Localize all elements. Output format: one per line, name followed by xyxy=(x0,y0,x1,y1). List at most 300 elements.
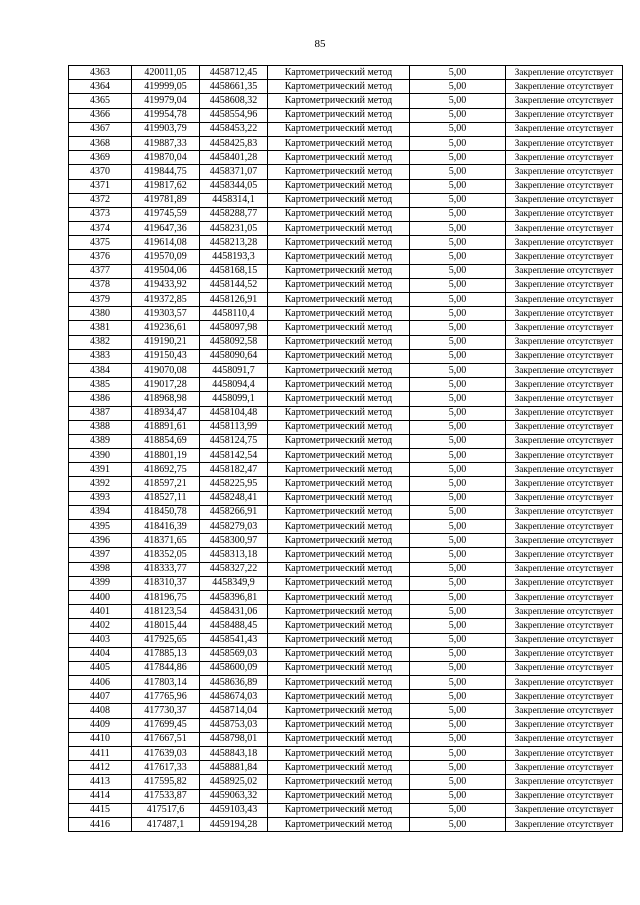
fixing-note-cell: Закрепление отсутствует xyxy=(506,94,623,108)
method-cell: Картометрический метод xyxy=(268,562,410,576)
method-cell: Картометрический метод xyxy=(268,349,410,363)
y-coordinate-cell: 4458090,64 xyxy=(200,349,268,363)
point-number-cell: 4372 xyxy=(69,193,132,207)
y-coordinate-cell: 4458753,03 xyxy=(200,718,268,732)
point-number-cell: 4399 xyxy=(69,576,132,590)
accuracy-cell: 5,00 xyxy=(410,463,506,477)
x-coordinate-cell: 418968,98 xyxy=(132,392,200,406)
y-coordinate-cell: 4458092,58 xyxy=(200,335,268,349)
accuracy-cell: 5,00 xyxy=(410,108,506,122)
x-coordinate-cell: 419870,04 xyxy=(132,151,200,165)
method-cell: Картометрический метод xyxy=(268,222,410,236)
x-coordinate-cell: 419647,36 xyxy=(132,222,200,236)
accuracy-cell: 5,00 xyxy=(410,676,506,690)
point-number-cell: 4373 xyxy=(69,207,132,221)
fixing-note-cell: Закрепление отсутствует xyxy=(506,661,623,675)
table-row xyxy=(69,747,623,761)
y-coordinate-cell: 4458843,18 xyxy=(200,747,268,761)
x-coordinate-cell: 418352,05 xyxy=(132,548,200,562)
method-cell: Картометрический метод xyxy=(268,676,410,690)
fixing-note-cell: Закрепление отсутствует xyxy=(506,392,623,406)
point-number-cell: 4382 xyxy=(69,335,132,349)
accuracy-cell: 5,00 xyxy=(410,477,506,491)
accuracy-cell: 5,00 xyxy=(410,619,506,633)
y-coordinate-cell: 4458569,03 xyxy=(200,647,268,661)
table-row xyxy=(69,817,623,831)
x-coordinate-cell: 417639,03 xyxy=(132,747,200,761)
table-row xyxy=(69,278,623,292)
method-cell: Картометрический метод xyxy=(268,605,410,619)
y-coordinate-cell: 4458712,45 xyxy=(200,66,268,80)
method-cell: Картометрический метод xyxy=(268,761,410,775)
method-cell: Картометрический метод xyxy=(268,775,410,789)
method-cell: Картометрический метод xyxy=(268,264,410,278)
y-coordinate-cell: 4458231,05 xyxy=(200,222,268,236)
point-number-cell: 4416 xyxy=(69,817,132,831)
fixing-note-cell: Закрепление отсутствует xyxy=(506,108,623,122)
accuracy-cell: 5,00 xyxy=(410,293,506,307)
y-coordinate-cell: 4458608,32 xyxy=(200,94,268,108)
point-number-cell: 4391 xyxy=(69,463,132,477)
accuracy-cell: 5,00 xyxy=(410,165,506,179)
accuracy-cell: 5,00 xyxy=(410,250,506,264)
point-number-cell: 4415 xyxy=(69,803,132,817)
accuracy-cell: 5,00 xyxy=(410,718,506,732)
method-cell: Картометрический метод xyxy=(268,420,410,434)
coordinates-table xyxy=(68,65,623,832)
accuracy-cell: 5,00 xyxy=(410,335,506,349)
x-coordinate-cell: 417803,14 xyxy=(132,676,200,690)
x-coordinate-cell: 419903,79 xyxy=(132,122,200,136)
table-row xyxy=(69,789,623,803)
table-row xyxy=(69,193,623,207)
x-coordinate-cell: 419303,57 xyxy=(132,307,200,321)
y-coordinate-cell: 4458425,83 xyxy=(200,136,268,150)
fixing-note-cell: Закрепление отсутствует xyxy=(506,449,623,463)
y-coordinate-cell: 4458288,77 xyxy=(200,207,268,221)
accuracy-cell: 5,00 xyxy=(410,236,506,250)
accuracy-cell: 5,00 xyxy=(410,704,506,718)
table-row xyxy=(69,179,623,193)
point-number-cell: 4367 xyxy=(69,122,132,136)
y-coordinate-cell: 4458124,75 xyxy=(200,434,268,448)
table-row xyxy=(69,732,623,746)
x-coordinate-cell: 417844,86 xyxy=(132,661,200,675)
fixing-note-cell: Закрепление отсутствует xyxy=(506,122,623,136)
fixing-note-cell: Закрепление отсутствует xyxy=(506,690,623,704)
x-coordinate-cell: 419070,08 xyxy=(132,363,200,377)
fixing-note-cell: Закрепление отсутствует xyxy=(506,80,623,94)
accuracy-cell: 5,00 xyxy=(410,378,506,392)
table-row xyxy=(69,761,623,775)
method-cell: Картометрический метод xyxy=(268,136,410,150)
method-cell: Картометрический метод xyxy=(268,661,410,675)
x-coordinate-cell: 419236,61 xyxy=(132,321,200,335)
point-number-cell: 4394 xyxy=(69,505,132,519)
method-cell: Картометрический метод xyxy=(268,803,410,817)
accuracy-cell: 5,00 xyxy=(410,633,506,647)
x-coordinate-cell: 417667,51 xyxy=(132,732,200,746)
fixing-note-cell: Закрепление отсутствует xyxy=(506,250,623,264)
fixing-note-cell: Закрепление отсутствует xyxy=(506,136,623,150)
x-coordinate-cell: 419781,89 xyxy=(132,193,200,207)
accuracy-cell: 5,00 xyxy=(410,122,506,136)
x-coordinate-cell: 418371,65 xyxy=(132,534,200,548)
accuracy-cell: 5,00 xyxy=(410,562,506,576)
point-number-cell: 4403 xyxy=(69,633,132,647)
method-cell: Картометрический метод xyxy=(268,548,410,562)
table-row xyxy=(69,463,623,477)
x-coordinate-cell: 417617,33 xyxy=(132,761,200,775)
point-number-cell: 4405 xyxy=(69,661,132,675)
method-cell: Картометрический метод xyxy=(268,193,410,207)
y-coordinate-cell: 4458344,05 xyxy=(200,179,268,193)
table-row xyxy=(69,136,623,150)
table-row xyxy=(69,307,623,321)
point-number-cell: 4414 xyxy=(69,789,132,803)
method-cell: Картометрический метод xyxy=(268,94,410,108)
method-cell: Картометрический метод xyxy=(268,363,410,377)
y-coordinate-cell: 4458541,43 xyxy=(200,633,268,647)
fixing-note-cell: Закрепление отсутствует xyxy=(506,434,623,448)
x-coordinate-cell: 418333,77 xyxy=(132,562,200,576)
fixing-note-cell: Закрепление отсутствует xyxy=(506,505,623,519)
y-coordinate-cell: 4458396,81 xyxy=(200,590,268,604)
point-number-cell: 4397 xyxy=(69,548,132,562)
table-row xyxy=(69,548,623,562)
accuracy-cell: 5,00 xyxy=(410,534,506,548)
y-coordinate-cell: 4458300,97 xyxy=(200,534,268,548)
x-coordinate-cell: 418891,61 xyxy=(132,420,200,434)
table-row xyxy=(69,505,623,519)
accuracy-cell: 5,00 xyxy=(410,207,506,221)
fixing-note-cell: Закрепление отсутствует xyxy=(506,293,623,307)
fixing-note-cell: Закрепление отсутствует xyxy=(506,463,623,477)
method-cell: Картометрический метод xyxy=(268,293,410,307)
method-cell: Картометрический метод xyxy=(268,690,410,704)
table-row xyxy=(69,321,623,335)
point-number-cell: 4396 xyxy=(69,534,132,548)
point-number-cell: 4409 xyxy=(69,718,132,732)
accuracy-cell: 5,00 xyxy=(410,307,506,321)
method-cell: Картометрический метод xyxy=(268,335,410,349)
accuracy-cell: 5,00 xyxy=(410,80,506,94)
fixing-note-cell: Закрепление отсутствует xyxy=(506,619,623,633)
table-row xyxy=(69,477,623,491)
fixing-note-cell: Закрепление отсутствует xyxy=(506,264,623,278)
method-cell: Картометрический метод xyxy=(268,718,410,732)
table-row xyxy=(69,151,623,165)
point-number-cell: 4381 xyxy=(69,321,132,335)
x-coordinate-cell: 419433,92 xyxy=(132,278,200,292)
y-coordinate-cell: 4459063,32 xyxy=(200,789,268,803)
fixing-note-cell: Закрепление отсутствует xyxy=(506,179,623,193)
accuracy-cell: 5,00 xyxy=(410,590,506,604)
table-row xyxy=(69,605,623,619)
x-coordinate-cell: 418310,37 xyxy=(132,576,200,590)
method-cell: Картометрический метод xyxy=(268,108,410,122)
table-row xyxy=(69,108,623,122)
x-coordinate-cell: 418123,54 xyxy=(132,605,200,619)
x-coordinate-cell: 418416,39 xyxy=(132,520,200,534)
x-coordinate-cell: 419999,05 xyxy=(132,80,200,94)
fixing-note-cell: Закрепление отсутствует xyxy=(506,732,623,746)
table-row xyxy=(69,335,623,349)
fixing-note-cell: Закрепление отсутствует xyxy=(506,151,623,165)
fixing-note-cell: Закрепление отсутствует xyxy=(506,236,623,250)
y-coordinate-cell: 4458248,41 xyxy=(200,491,268,505)
x-coordinate-cell: 419570,09 xyxy=(132,250,200,264)
method-cell: Картометрический метод xyxy=(268,534,410,548)
point-number-cell: 4393 xyxy=(69,491,132,505)
x-coordinate-cell: 417699,45 xyxy=(132,718,200,732)
x-coordinate-cell: 419745,59 xyxy=(132,207,200,221)
table-row xyxy=(69,349,623,363)
fixing-note-cell: Закрепление отсутствует xyxy=(506,307,623,321)
y-coordinate-cell: 4458327,22 xyxy=(200,562,268,576)
x-coordinate-cell: 417730,37 xyxy=(132,704,200,718)
accuracy-cell: 5,00 xyxy=(410,406,506,420)
fixing-note-cell: Закрепление отсутствует xyxy=(506,534,623,548)
point-number-cell: 4385 xyxy=(69,378,132,392)
accuracy-cell: 5,00 xyxy=(410,151,506,165)
table-row xyxy=(69,236,623,250)
table-row xyxy=(69,647,623,661)
method-cell: Картометрический метод xyxy=(268,789,410,803)
accuracy-cell: 5,00 xyxy=(410,434,506,448)
table-row xyxy=(69,803,623,817)
y-coordinate-cell: 4458636,89 xyxy=(200,676,268,690)
table-row xyxy=(69,434,623,448)
x-coordinate-cell: 419887,33 xyxy=(132,136,200,150)
x-coordinate-cell: 418692,75 xyxy=(132,463,200,477)
point-number-cell: 4364 xyxy=(69,80,132,94)
accuracy-cell: 5,00 xyxy=(410,576,506,590)
accuracy-cell: 5,00 xyxy=(410,179,506,193)
table-row xyxy=(69,406,623,420)
method-cell: Картометрический метод xyxy=(268,477,410,491)
point-number-cell: 4366 xyxy=(69,108,132,122)
fixing-note-cell: Закрепление отсутствует xyxy=(506,747,623,761)
point-number-cell: 4369 xyxy=(69,151,132,165)
y-coordinate-cell: 4459103,43 xyxy=(200,803,268,817)
accuracy-cell: 5,00 xyxy=(410,647,506,661)
fixing-note-cell: Закрепление отсутствует xyxy=(506,363,623,377)
y-coordinate-cell: 4458110,4 xyxy=(200,307,268,321)
y-coordinate-cell: 4458213,28 xyxy=(200,236,268,250)
method-cell: Картометрический метод xyxy=(268,321,410,335)
point-number-cell: 4400 xyxy=(69,590,132,604)
accuracy-cell: 5,00 xyxy=(410,278,506,292)
accuracy-cell: 5,00 xyxy=(410,520,506,534)
accuracy-cell: 5,00 xyxy=(410,222,506,236)
method-cell: Картометрический метод xyxy=(268,520,410,534)
point-number-cell: 4401 xyxy=(69,605,132,619)
x-coordinate-cell: 419954,78 xyxy=(132,108,200,122)
point-number-cell: 4402 xyxy=(69,619,132,633)
accuracy-cell: 5,00 xyxy=(410,420,506,434)
method-cell: Картометрический метод xyxy=(268,732,410,746)
point-number-cell: 4411 xyxy=(69,747,132,761)
fixing-note-cell: Закрепление отсутствует xyxy=(506,335,623,349)
accuracy-cell: 5,00 xyxy=(410,817,506,831)
x-coordinate-cell: 419017,28 xyxy=(132,378,200,392)
y-coordinate-cell: 4458349,9 xyxy=(200,576,268,590)
point-number-cell: 4383 xyxy=(69,349,132,363)
fixing-note-cell: Закрепление отсутствует xyxy=(506,349,623,363)
fixing-note-cell: Закрепление отсутствует xyxy=(506,66,623,80)
table-row xyxy=(69,633,623,647)
accuracy-cell: 5,00 xyxy=(410,548,506,562)
accuracy-cell: 5,00 xyxy=(410,747,506,761)
x-coordinate-cell: 420011,05 xyxy=(132,66,200,80)
x-coordinate-cell: 418196,75 xyxy=(132,590,200,604)
fixing-note-cell: Закрепление отсутствует xyxy=(506,278,623,292)
table-row xyxy=(69,207,623,221)
point-number-cell: 4368 xyxy=(69,136,132,150)
accuracy-cell: 5,00 xyxy=(410,491,506,505)
fixing-note-cell: Закрепление отсутствует xyxy=(506,761,623,775)
y-coordinate-cell: 4458225,95 xyxy=(200,477,268,491)
y-coordinate-cell: 4458142,54 xyxy=(200,449,268,463)
method-cell: Картометрический метод xyxy=(268,449,410,463)
point-number-cell: 4384 xyxy=(69,363,132,377)
method-cell: Картометрический метод xyxy=(268,122,410,136)
point-number-cell: 4371 xyxy=(69,179,132,193)
point-number-cell: 4378 xyxy=(69,278,132,292)
accuracy-cell: 5,00 xyxy=(410,264,506,278)
point-number-cell: 4398 xyxy=(69,562,132,576)
point-number-cell: 4380 xyxy=(69,307,132,321)
x-coordinate-cell: 418597,21 xyxy=(132,477,200,491)
y-coordinate-cell: 4458126,91 xyxy=(200,293,268,307)
y-coordinate-cell: 4458193,3 xyxy=(200,250,268,264)
y-coordinate-cell: 4458714,04 xyxy=(200,704,268,718)
y-coordinate-cell: 4458798,01 xyxy=(200,732,268,746)
x-coordinate-cell: 419614,08 xyxy=(132,236,200,250)
accuracy-cell: 5,00 xyxy=(410,66,506,80)
y-coordinate-cell: 4458453,22 xyxy=(200,122,268,136)
method-cell: Картометрический метод xyxy=(268,278,410,292)
fixing-note-cell: Закрепление отсутствует xyxy=(506,576,623,590)
x-coordinate-cell: 418015,44 xyxy=(132,619,200,633)
x-coordinate-cell: 418934,47 xyxy=(132,406,200,420)
page-number: 85 xyxy=(314,38,326,50)
method-cell: Картометрический метод xyxy=(268,590,410,604)
method-cell: Картометрический метод xyxy=(268,406,410,420)
table-row xyxy=(69,619,623,633)
fixing-note-cell: Закрепление отсутствует xyxy=(506,165,623,179)
fixing-note-cell: Закрепление отсутствует xyxy=(506,420,623,434)
method-cell: Картометрический метод xyxy=(268,307,410,321)
method-cell: Картометрический метод xyxy=(268,378,410,392)
fixing-note-cell: Закрепление отсутствует xyxy=(506,548,623,562)
y-coordinate-cell: 4458314,1 xyxy=(200,193,268,207)
y-coordinate-cell: 4458600,09 xyxy=(200,661,268,675)
table-row xyxy=(69,491,623,505)
point-number-cell: 4412 xyxy=(69,761,132,775)
x-coordinate-cell: 417925,65 xyxy=(132,633,200,647)
x-coordinate-cell: 419190,21 xyxy=(132,335,200,349)
fixing-note-cell: Закрепление отсутствует xyxy=(506,590,623,604)
point-number-cell: 4377 xyxy=(69,264,132,278)
x-coordinate-cell: 418450,78 xyxy=(132,505,200,519)
y-coordinate-cell: 4458313,18 xyxy=(200,548,268,562)
y-coordinate-cell: 4458881,84 xyxy=(200,761,268,775)
y-coordinate-cell: 4458168,15 xyxy=(200,264,268,278)
table-row xyxy=(69,378,623,392)
y-coordinate-cell: 4458401,28 xyxy=(200,151,268,165)
fixing-note-cell: Закрепление отсутствует xyxy=(506,789,623,803)
accuracy-cell: 5,00 xyxy=(410,94,506,108)
x-coordinate-cell: 417487,1 xyxy=(132,817,200,831)
y-coordinate-cell: 4458661,35 xyxy=(200,80,268,94)
fixing-note-cell: Закрепление отсутствует xyxy=(506,491,623,505)
method-cell: Картометрический метод xyxy=(268,392,410,406)
point-number-cell: 4379 xyxy=(69,293,132,307)
accuracy-cell: 5,00 xyxy=(410,349,506,363)
point-number-cell: 4365 xyxy=(69,94,132,108)
method-cell: Картометрический метод xyxy=(268,151,410,165)
y-coordinate-cell: 4458554,96 xyxy=(200,108,268,122)
method-cell: Картометрический метод xyxy=(268,66,410,80)
table-row xyxy=(69,363,623,377)
accuracy-cell: 5,00 xyxy=(410,321,506,335)
fixing-note-cell: Закрепление отсутствует xyxy=(506,633,623,647)
table-row xyxy=(69,80,623,94)
x-coordinate-cell: 417517,6 xyxy=(132,803,200,817)
fixing-note-cell: Закрепление отсутствует xyxy=(506,704,623,718)
y-coordinate-cell: 4458488,45 xyxy=(200,619,268,633)
point-number-cell: 4363 xyxy=(69,66,132,80)
fixing-note-cell: Закрепление отсутствует xyxy=(506,222,623,236)
x-coordinate-cell: 419844,75 xyxy=(132,165,200,179)
table-row xyxy=(69,576,623,590)
table-row xyxy=(69,250,623,264)
method-cell: Картометрический метод xyxy=(268,817,410,831)
accuracy-cell: 5,00 xyxy=(410,193,506,207)
point-number-cell: 4375 xyxy=(69,236,132,250)
method-cell: Картометрический метод xyxy=(268,165,410,179)
method-cell: Картометрический метод xyxy=(268,463,410,477)
table-row xyxy=(69,520,623,534)
accuracy-cell: 5,00 xyxy=(410,363,506,377)
y-coordinate-cell: 4458431,06 xyxy=(200,605,268,619)
accuracy-cell: 5,00 xyxy=(410,449,506,463)
point-number-cell: 4374 xyxy=(69,222,132,236)
y-coordinate-cell: 4458674,03 xyxy=(200,690,268,704)
accuracy-cell: 5,00 xyxy=(410,661,506,675)
x-coordinate-cell: 419504,06 xyxy=(132,264,200,278)
accuracy-cell: 5,00 xyxy=(410,789,506,803)
point-number-cell: 4404 xyxy=(69,647,132,661)
fixing-note-cell: Закрепление отсутствует xyxy=(506,321,623,335)
point-number-cell: 4392 xyxy=(69,477,132,491)
method-cell: Картометрический метод xyxy=(268,179,410,193)
y-coordinate-cell: 4458104,48 xyxy=(200,406,268,420)
table-row xyxy=(69,562,623,576)
x-coordinate-cell: 418527,11 xyxy=(132,491,200,505)
method-cell: Картометрический метод xyxy=(268,619,410,633)
accuracy-cell: 5,00 xyxy=(410,605,506,619)
point-number-cell: 4395 xyxy=(69,520,132,534)
table-row xyxy=(69,66,623,80)
y-coordinate-cell: 4458144,52 xyxy=(200,278,268,292)
method-cell: Картометрический метод xyxy=(268,576,410,590)
table-row xyxy=(69,222,623,236)
fixing-note-cell: Закрепление отсутствует xyxy=(506,406,623,420)
fixing-note-cell: Закрепление отсутствует xyxy=(506,817,623,831)
